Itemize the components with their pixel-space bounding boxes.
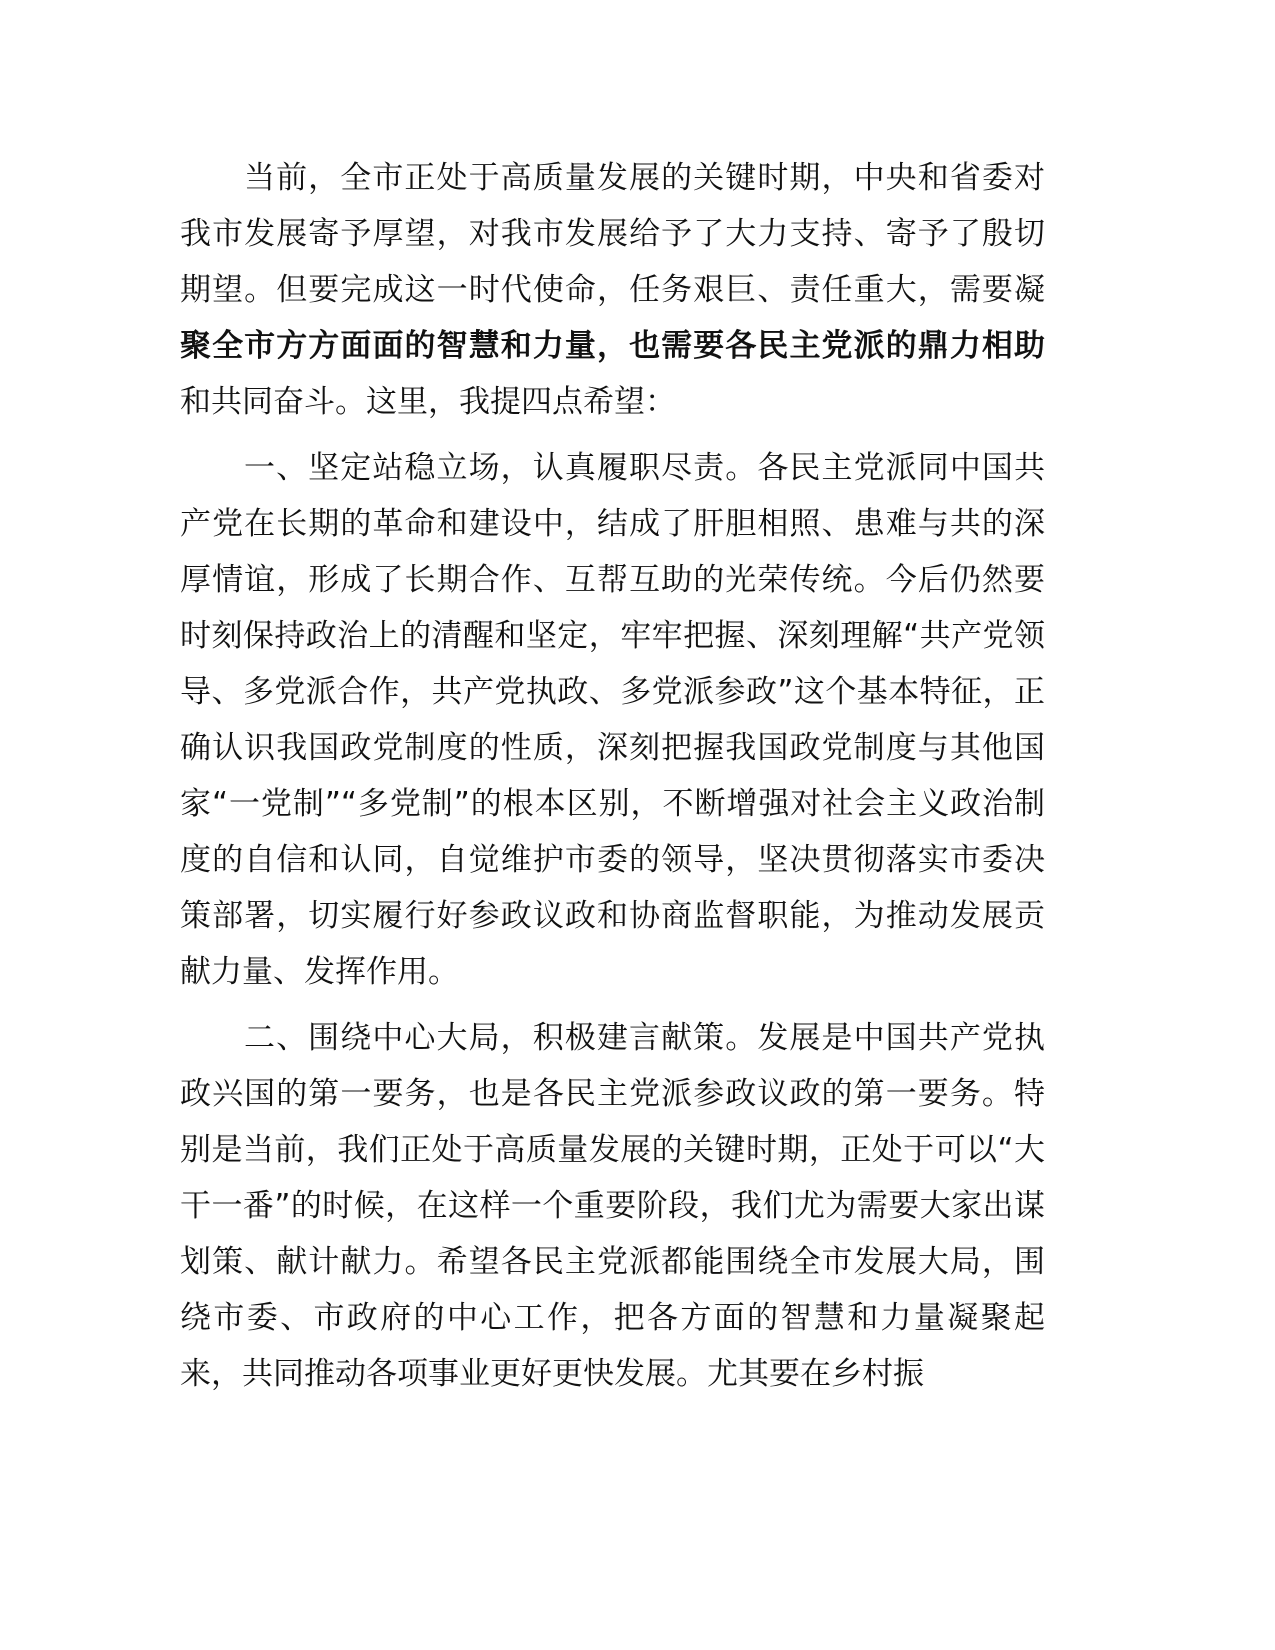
document-body [180, 150, 1045, 1402]
paragraph-point-one: 一、坚定站稳立场，认真履职尽责。各民主党派同中国共产党在长期的革命和建设中，结成了肝胆相照、患难与共的深厚情谊，形成了长期合作、互帮互助的光荣传统。今后仍然要时刻保持政治上的清醒和坚定，牢牢把握、深刻理解“共产党领导、多党派合作，共产党执政、多党派参政”这个基本特征，正确认识我国政党制度的性质，深刻把握我国政党制度与其他国家“一党制”“多党制”的根本区别，不断增强对社会主义政治制度的自信和认同，自觉维护市委的领导，坚决贯彻落实市委决策部署，切实履行好参政议政和协商监督职能，为推动发展贡献力量、发挥作用。 [180, 450, 1045, 990]
paragraph-intro-ending: 和共同奋斗。这里，我提四点希望： [180, 384, 676, 420]
paragraph-point-two: 二、围绕中心大局，积极建言献策。发展是中国共产党执政兴国的第一要务，也是各民主党派参政议政的第一要务。特别是当前，我们正处于高质量发展的关键时期，正处于可以“大干一番”的时候，在这样一个重要阶段，我们尤为需要大家出谋划策、献计献力。希望各民主党派都能围绕全市发展大局，围绕市委、市政府的中心工作，把各方面的智慧和力量凝聚起来，共同推动各项事业更好更快发展。尤其要在乡村振 [180, 1020, 1045, 1392]
paragraph-intro [180, 150, 1045, 430]
paragraph-gap [180, 430, 1045, 440]
paragraph-gap [180, 1000, 1045, 1010]
paragraph-intro-text: 当前，全市正处于高质量发展的关键时期，中央和省委对我市发展寄予厚望，对我市发展给予了大力支持、寄予了殷切期望。但要完成这一时代使命，任务艰巨、责任重大，需要凝 [180, 160, 1045, 308]
paragraph-intro-bold-text: 聚全市方方面面的智慧和力量，也需要各民主党派的鼎力相助 [180, 328, 1045, 364]
